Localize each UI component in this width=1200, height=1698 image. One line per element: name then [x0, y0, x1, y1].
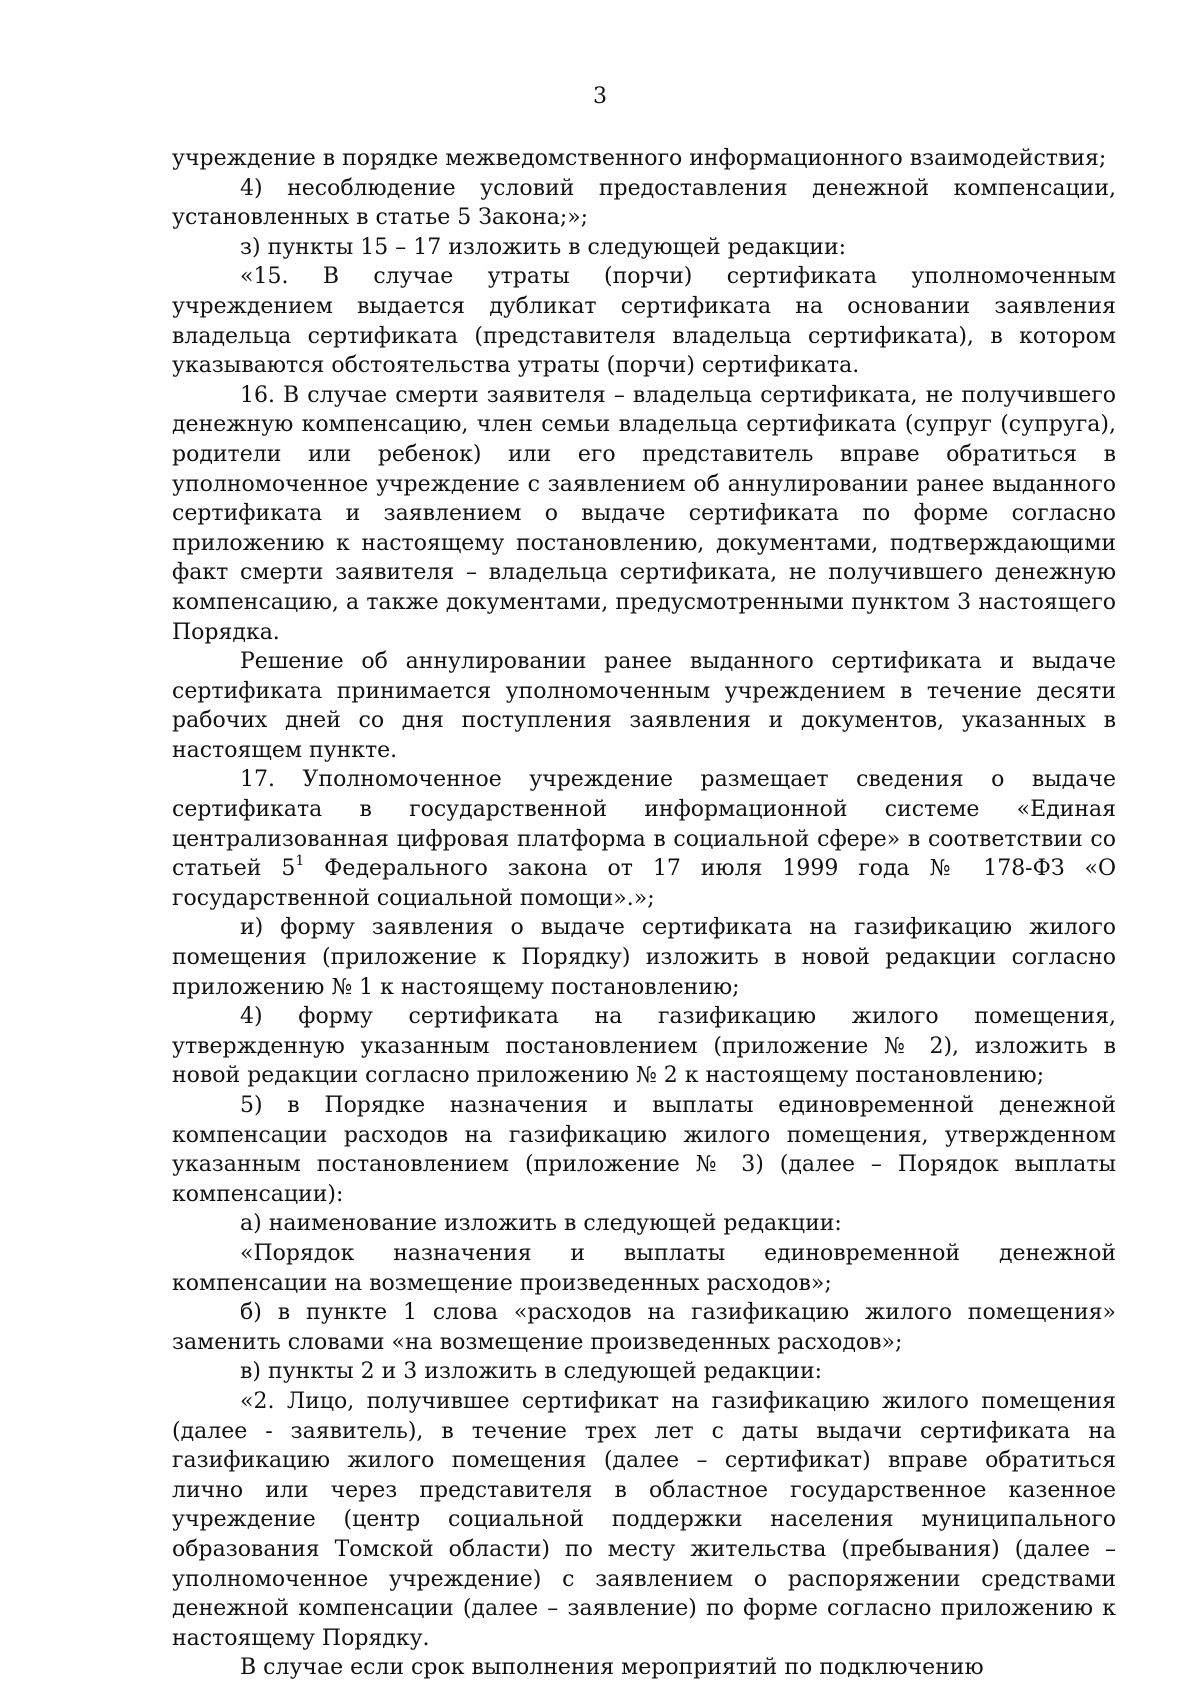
paragraph: в) пункты 2 и 3 изложить в следующей редакции:: [240, 1359, 823, 1385]
paragraph: «15. В случае утраты (порчи) сертификата уполномоченным учреждением выдается дубликат сертификата на основании заявления владельца сертификата (представителя владельца сертификата), в котором указываются обстоятельства утраты (порчи) сертификата.: [172, 264, 1116, 379]
page-number: 3: [593, 84, 607, 109]
paragraph: учреждение в порядке межведомственного информационного взаимодействия;: [172, 146, 1107, 171]
paragraph: 5) в Порядке назначения и выплаты единовременной денежной компенсации расходов на газификацию жилого помещения, утвержденном указанным постановлением (приложение № 3) (далее – Порядок выплаты компенсации):: [172, 1093, 1116, 1207]
paragraph: В случае если срок выполнения мероприятий по подключению: [240, 1655, 984, 1681]
paragraph: з) пункты 15 – 17 изложить в следующей редакции:: [240, 234, 847, 260]
paragraph-text: 17. Уполномоченное учреждение размещает сведения о выдаче сертификата в государственной информационной системе «Единая централизованная цифровая платформа в социальной сфере» в соответствии со статьей 5: [172, 767, 1116, 882]
paragraph: б) в пункте 1 слова «расходов на газификацию жилого помещения» заменить словами «на возмещение произведенных расходов»;: [172, 1300, 1116, 1355]
paragraph: и) форму заявления о выдаче сертификата на газификацию жилого помещения (приложение к Порядку) изложить в новой редакции согласно приложению № 1 к настоящему постановлению;: [172, 915, 1116, 1000]
paragraph: а) наименование изложить в следующей редакции:: [240, 1211, 842, 1237]
paragraph: 4) несоблюдение условий предоставления денежной компенсации, установленных в статье 5 Закона;»;: [172, 175, 1116, 231]
paragraph-text: Федерального закона от 17 июля 1999 года № 178-ФЗ «О государственной социальной помощи».»;: [172, 856, 1116, 911]
superscript: 1: [295, 852, 305, 869]
paragraph: «2. Лицо, получившее сертификат на газификацию жилого помещения (далее - заявитель), в течение трех лет с даты выдачи сертификата на газификацию жилого помещения (далее – сертификат) вправе обратиться лично или через представителя в областное государственное казенное учреждение (центр социальной поддержки населения муниципального образования Томской области) по месту жительства (пребывания) (далее – уполномоченное учреждение) с заявлением о распоряжении средствами денежной компенсации (далее – заявление) по форме согласно приложению к настоящему Порядку.: [172, 1388, 1116, 1651]
paragraph-with-superscript: [172, 765, 1116, 913]
paragraph: «Порядок назначения и выплаты единовременной денежной компенсации на возмещение произведенных расходов»;: [172, 1240, 1116, 1296]
paragraph: Решение об аннулировании ранее выданного сертификата и выдаче сертификата принимается уполномоченным учреждением в течение десяти рабочих дней со дня поступления заявления и документов, указанных в настоящем пункте.: [172, 649, 1116, 763]
paragraph: 4) форму сертификата на газификацию жилого помещения, утвержденную указанным постановлением (приложение № 2), изложить в новой редакции согласно приложению № 2 к настоящему постановлению;: [172, 1004, 1116, 1089]
paragraph: 16. В случае смерти заявителя – владельца сертификата, не получившего денежную компенсацию, член семьи владельца сертификата (супруг (супруга), родители или ребенок) или его представитель вправе обратиться в уполномоченное учреждение с заявлением об аннулировании ранее выданного сертификата и заявлением о выдаче сертификата по форме согласно приложению к настоящему постановлению, документами, подтверждающими факт смерти заявителя – владельца сертификата, не получившего денежную компенсацию, а также документами, предусмотренными пунктом 3 настоящего Порядка.: [172, 382, 1116, 645]
document-body: [172, 144, 1116, 1683]
